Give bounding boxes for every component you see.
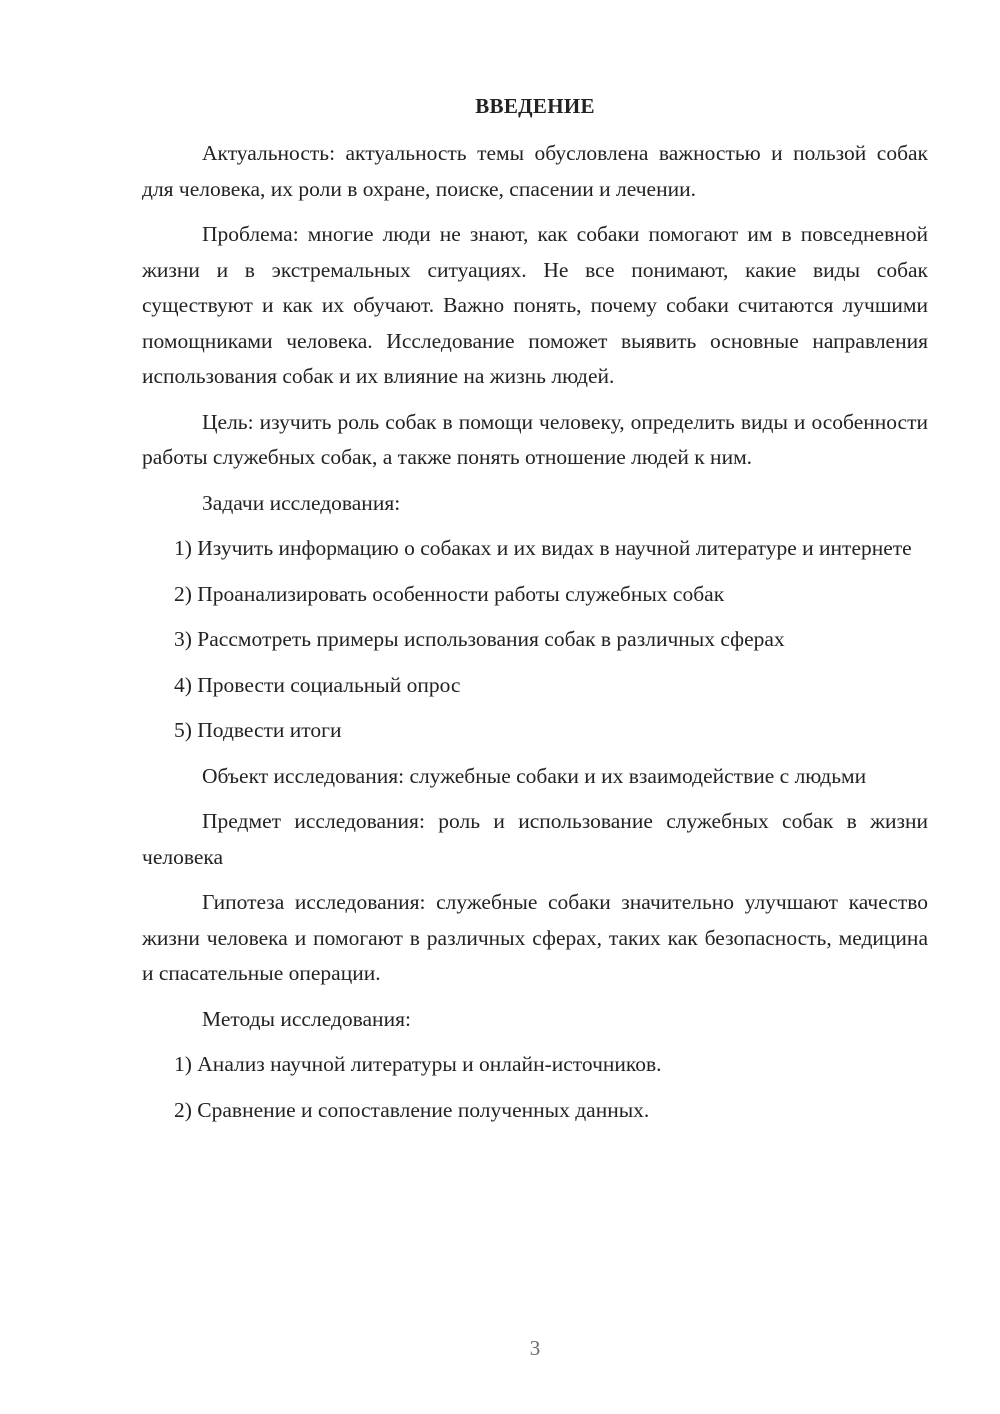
task-item: 4) Провести социальный опрос [174,672,461,697]
object-paragraph: Объект исследования: служебные собаки и их взаимодействие с людьми [202,763,867,788]
relevance-paragraph: Актуальность: актуальность темы обусловлена важностью и пользой собак для человека, их роли в охране, поиске, спасении и лечении. [142,141,928,201]
method-item: 2) Сравнение и сопоставление полученных данных. [174,1097,650,1122]
task-item: 1) Изучить информацию о собаках и их видах в научной литературе и интернете [174,536,912,560]
document-page [142,93,928,1138]
method-item: 1) Анализ научной литературы и онлайн-источников. [174,1052,662,1076]
task-item: 3) Рассмотреть примеры использования собак в различных сферах [174,627,785,651]
subject-paragraph: Предмет исследования: роль и использование служебных собак в жизни человека [142,809,928,869]
page-title: ВВЕДЕНИЕ [475,94,595,118]
goal-paragraph: Цель: изучить роль собак в помощи человеку, определить виды и особенности работы служебных собак, а также понять отношение людей к ним. [142,409,928,469]
task-item: 5) Подвести итоги [174,718,342,742]
task-item: 2) Проанализировать особенности работы служебных собак [174,581,725,606]
hypothesis-paragraph: Гипотеза исследования: служебные собаки значительно улучшают качество жизни человека и помогают в различных сферах, таких как безопасность, медицина и спасательные операции. [142,890,928,985]
page-number: 3 [529,1336,541,1360]
methods-heading: Методы исследования: [202,1006,411,1031]
problem-paragraph: Проблема: многие люди не знают, как собаки помогают им в повседневной жизни и в экстремальных ситуациях. Не все понимают, какие виды собак существуют и как их обучают. Важно понять, почему собаки считаются лучшими помощниками человека. Исследование поможет выявить основные направления использования собак и их влияние на жизнь людей. [142,222,928,388]
tasks-heading: Задачи исследования: [202,490,401,515]
